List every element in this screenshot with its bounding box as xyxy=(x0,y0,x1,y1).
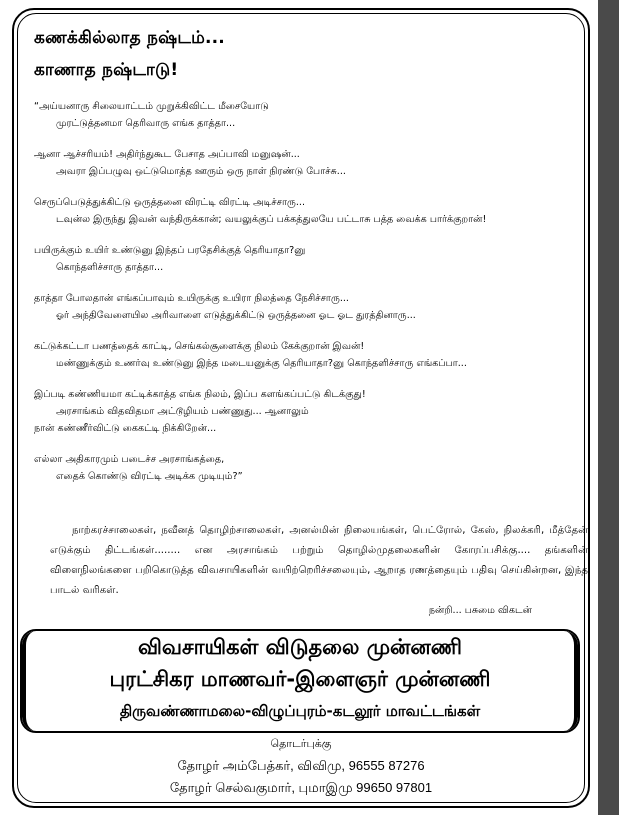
poem-line: நான் கண்ணீர்விட்டு கைகட்டி நிக்கிறேன்... xyxy=(34,423,217,434)
poem-line: கொந்தளிச்சாரு தாத்தா... xyxy=(56,262,164,273)
poem-stanza xyxy=(34,338,584,372)
poem-stanza xyxy=(34,242,584,276)
poem-line: எதைக் கொண்டு விரட்டி அடிக்க முடியும்?” xyxy=(56,471,243,482)
poem-stanza xyxy=(34,386,584,437)
contact-person-1: தோழர் அம்பேத்கர், விவிமு, 96555 87276 xyxy=(177,758,425,773)
page-edge-shadow xyxy=(598,0,619,815)
poem-stanza xyxy=(34,194,584,228)
org-name-2: புரட்சிகர மாணவர்-இளைஞர் முன்னணி xyxy=(109,667,491,691)
poem-line: கட்டுக்கட்டா பணத்தைக் காட்டி, செங்கல்சூளைக்கு நிலம் கேக்குறான் இவன்! xyxy=(34,341,365,352)
poster-frame xyxy=(12,8,590,808)
poem-line: ஓர் அந்திவேளையில அரிவாளை எடுத்துக்கிட்டு ஒருத்தனை ஓட ஓட துரத்தினாரு... xyxy=(56,310,416,321)
contact-person-2: தோழர் செல்வகுமார், புமாஇமு 99650 97801 xyxy=(169,780,433,795)
poem-line: “அய்யனாரு சிலையாட்டம் முறுக்கிவிட்ட மீசையோடு xyxy=(34,101,269,112)
poem-line: முரட்டுத்தனமா தெரிவாரு எங்க தாத்தா... xyxy=(56,118,236,129)
poem-line: அரசாங்கம் விதவிதமா அட்டூழியம் பண்ணுது... ஆனாலும் xyxy=(56,406,309,417)
districts-line: திருவண்ணாமலை-விழுப்புரம்-கடலூர் மாவட்டங்கள் xyxy=(119,702,481,720)
poem-stanza xyxy=(34,451,584,485)
poem-stanza xyxy=(34,290,584,324)
headline-line-1: கணக்கில்லாத நஷ்டம்... xyxy=(34,28,225,48)
poem-stanza xyxy=(34,146,584,180)
poem-line: மண்ணுக்கும் உணர்வு உண்டுனு இந்த மடையனுக்கு தெரியாதா?னு கொந்தளிச்சாரு எங்கப்பா... xyxy=(56,358,467,369)
summary-paragraph: நாற்கரச்சாலைகள், நவீனத் தொழிற்சாலைகள், அனல்மின் நிலையங்கள், பெட்ரோல், கேஸ், நிலக்கரி, மீத்தேன் எடுக்கும் திட்டங்கள்........ என அரசாங்கம் பற்றும் தொழில்முதலைகளின் கோரப்பசிக்கு.... தங்களின் விளைநிலங்களை பறிகொடுத்த விவசாயிகளின் வயிற்றெரிச்சலையும், ஆறாத ரணத்தையும் பதிவு செய்கின்றன, இந்த பாடல் வரிகள். xyxy=(50,525,588,596)
poem-stanza xyxy=(34,98,584,132)
poem-line: தாத்தா போலதான் எங்கப்பாவும் உயிருக்கு உயிரா நிலத்தை நேசிச்சாரு... xyxy=(34,293,349,304)
poem-line: எல்லா அதிகாரமும் படைச்ச அரசாங்கத்தை, xyxy=(34,454,225,465)
organization-banner xyxy=(20,629,580,733)
poem-line: பயிருக்கும் உயிர் உண்டுனு இந்தப் பரதேசிக்குத் தெரியாதா?னு xyxy=(34,245,306,256)
contact-label: தொடர்புக்கு xyxy=(270,738,332,750)
poem-line: ஆனா ஆச்சரியம்! அதிர்ந்துகூட பேசாத அப்பாவி மனுஷன்... xyxy=(34,149,300,160)
poem-line: இப்படி கண்ணியமா கட்டிக்காத்த எங்க நிலம், இப்ப களங்கப்பட்டு கிடக்குது! xyxy=(34,389,366,400)
poem-line: செருப்பெடுத்துக்கிட்டு ஒருத்தனை விரட்டி விரட்டி அடிச்சாரு... xyxy=(34,197,306,208)
poem-line: டவுன்ல இருந்து இவன் வந்திருக்கான்; வயலுக்குப் பக்கத்துலயே பட்டாசு பத்த வைக்க பார்க்குறான்! xyxy=(56,214,487,225)
headline-line-2: காணாத நஷ்டாடு! xyxy=(34,60,179,80)
source-credit: நன்றி... பசுமை விகடன் xyxy=(428,605,532,616)
poem-body xyxy=(34,98,584,499)
poem-line: அவரா இப்பழுவு ஒட்டுமொத்த ஊரும் ஒரு நாள் நிரண்டு போச்சு... xyxy=(56,166,346,177)
org-name-1: விவசாயிகள் விடுதலை முன்னணி xyxy=(137,635,463,659)
